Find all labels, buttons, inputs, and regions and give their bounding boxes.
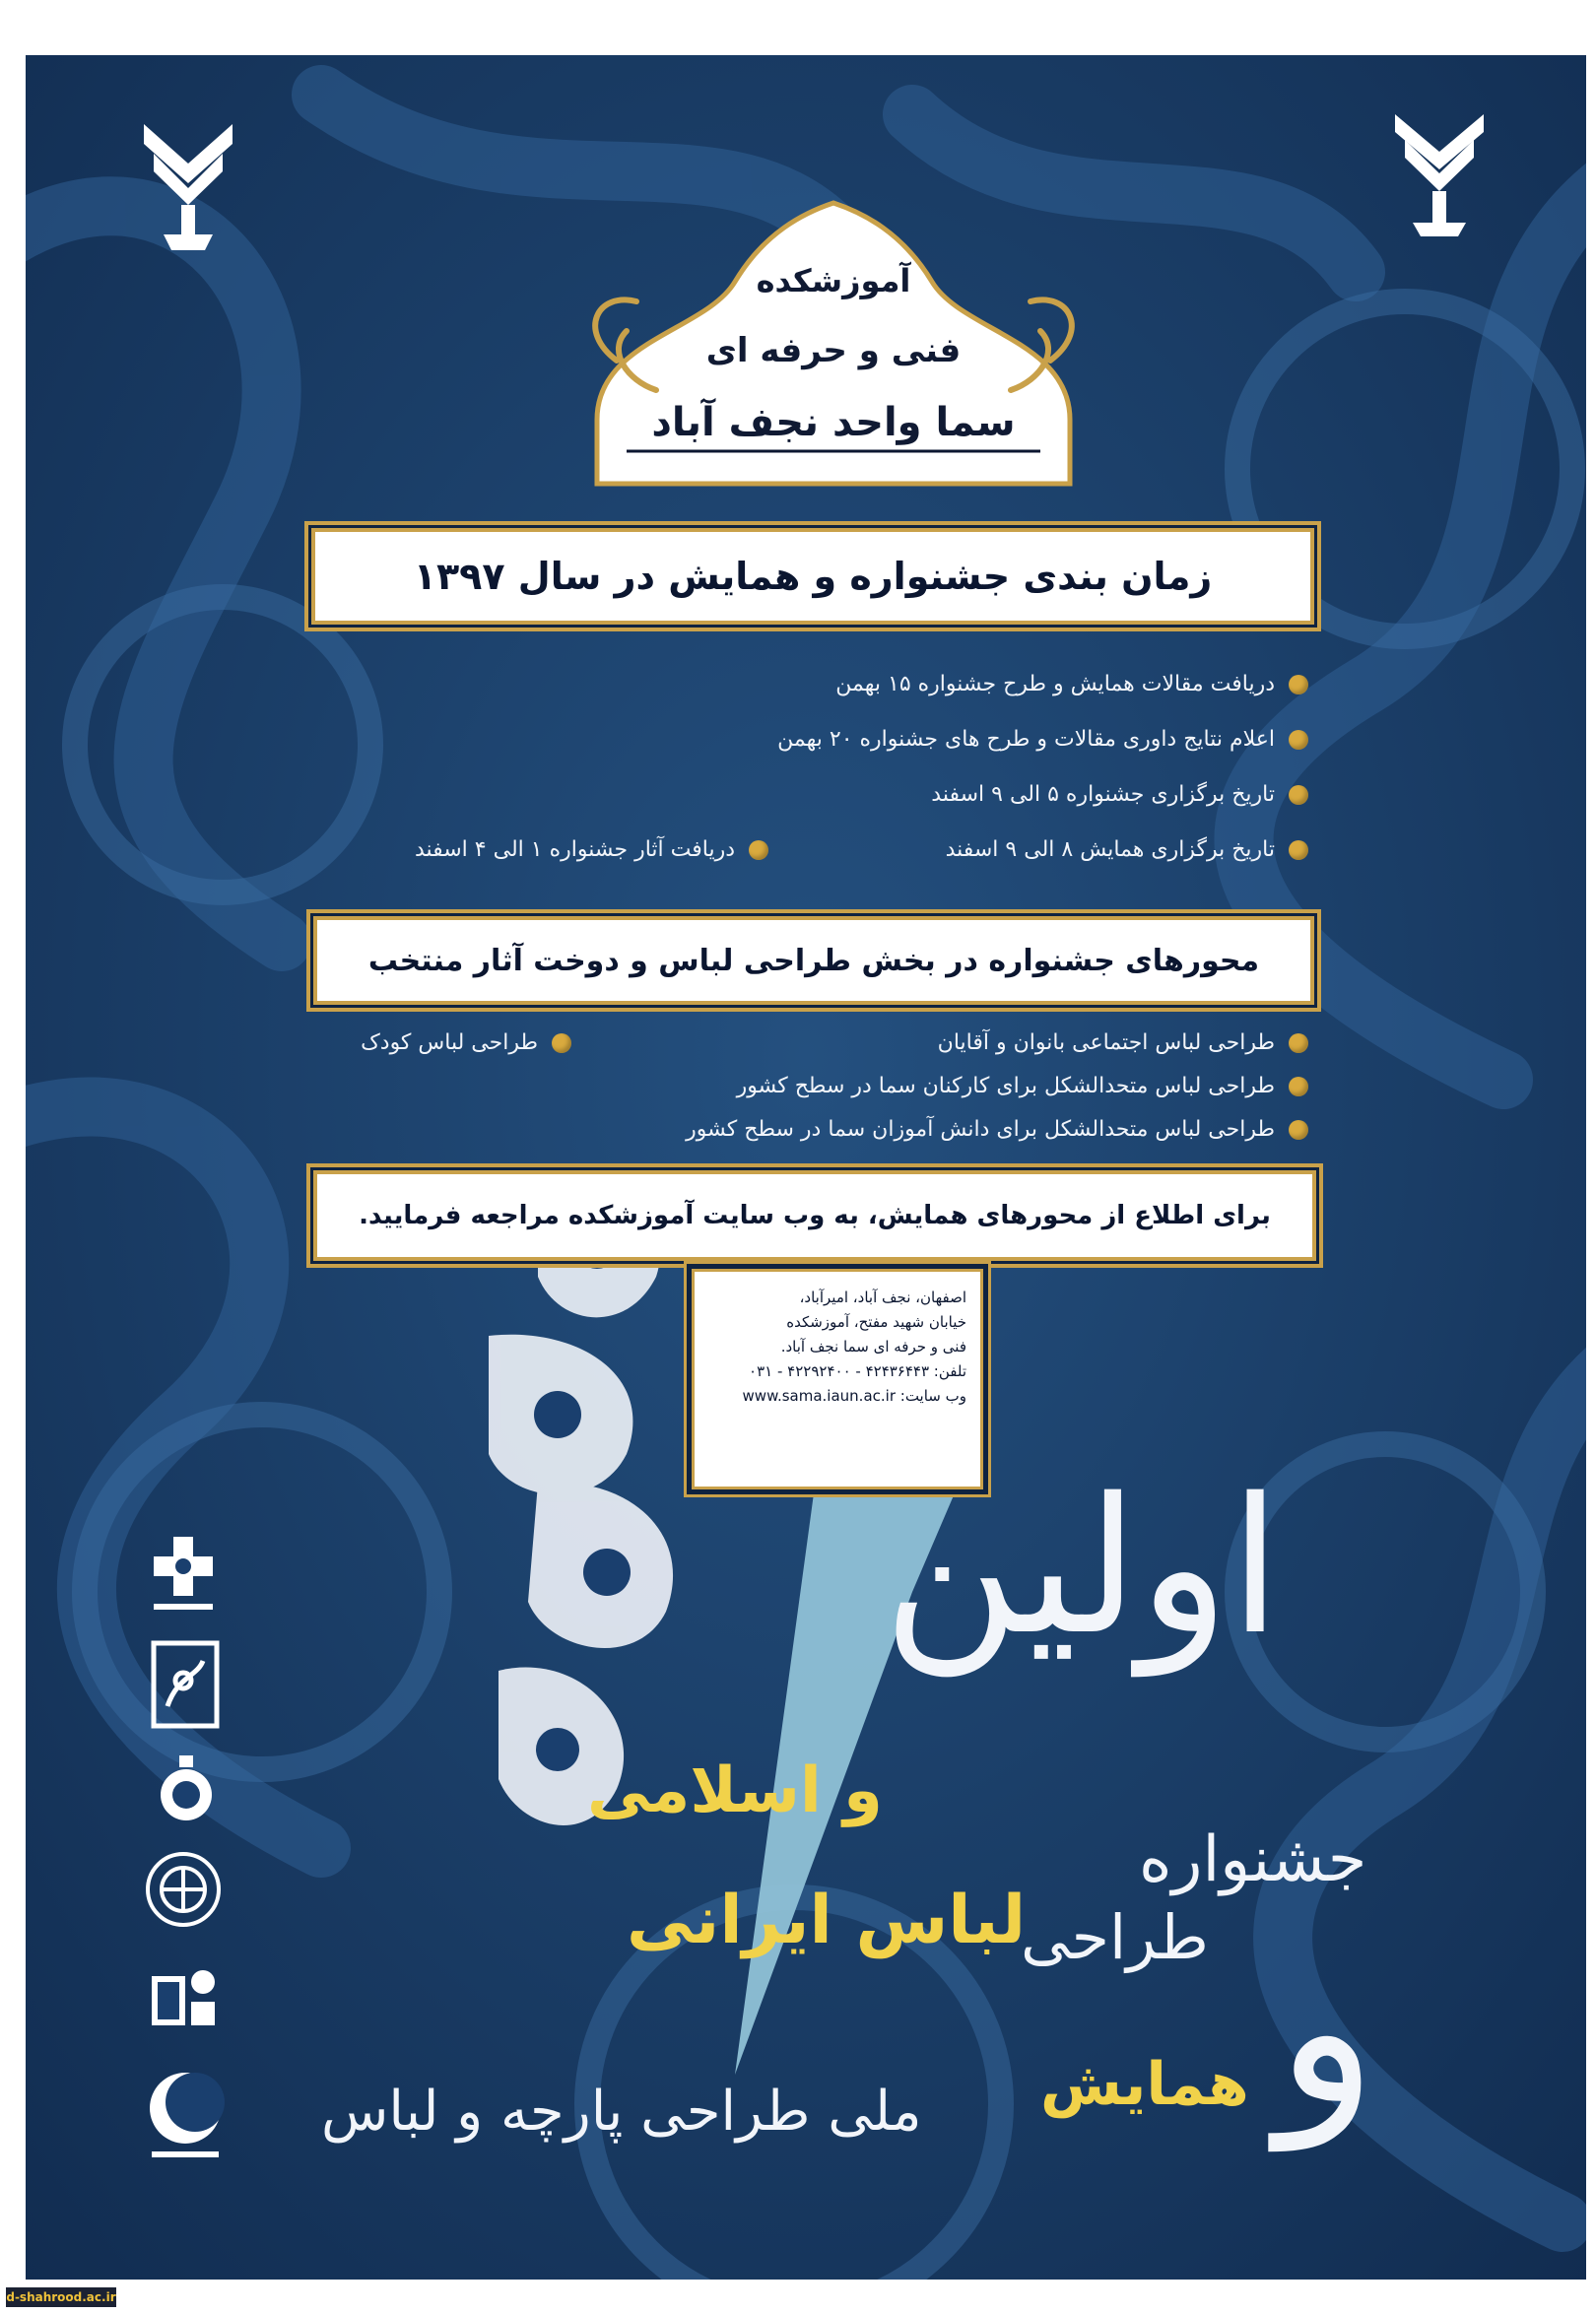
schedule-item-5: دریافت آثار جشنواره ۱ الی ۴ اسفند xyxy=(415,837,768,862)
title-first: اولین xyxy=(883,1458,1282,1676)
contact-line2: خیابان شهید مفتح، آموزشکده xyxy=(786,1313,966,1331)
header-line2: فنی و حرفه ای xyxy=(705,331,962,370)
title-va: و xyxy=(1277,1909,1377,2150)
azad-university-logo-left xyxy=(134,114,242,262)
schedule-item-4: تاریخ برگزاری همایش ۸ الی ۹ اسفند xyxy=(946,837,1308,862)
schedule-item-2: اعلام نتایج داوری مقالات و طرح های جشنواره ۲۰ بهمن xyxy=(777,727,1308,752)
bullet-icon xyxy=(552,1033,571,1053)
schedule-title: زمان بندی جشنواره و همایش در سال ۱۳۹۷ xyxy=(311,528,1314,625)
bullet-icon xyxy=(1289,840,1308,860)
bullet-icon xyxy=(1289,1077,1308,1096)
title-festival: جشنواره xyxy=(1139,1823,1367,1896)
header-line3: سما واحد نجف آباد xyxy=(651,400,1016,445)
contact-box xyxy=(692,1269,983,1489)
website-notice: برای اطلاع از محورهای همایش، به وب سایت آموزشکده مراجعه فرمایید. xyxy=(313,1170,1316,1261)
theme-item-1: طراحی لباس اجتماعی بانوان و آقایان xyxy=(938,1030,1308,1055)
bullet-icon xyxy=(1289,675,1308,694)
bullet-icon xyxy=(1289,1120,1308,1140)
sponsor-logo-3 xyxy=(152,1752,221,1826)
title-iranian-clothing: لباس ایرانی xyxy=(627,1882,1027,1959)
azad-university-logo-right xyxy=(1385,104,1494,242)
title-national-design: ملی طراحی پارچه و لباس xyxy=(321,2080,922,2144)
theme-item-3: طراحی لباس متحدالشکل برای کارکنان سما در سطح کشور xyxy=(737,1074,1308,1098)
themes-title: محورهای جشنواره در بخش طراحی لباس و دوخت آثار منتخب xyxy=(313,916,1314,1005)
contact-line3: فنی و حرفه ای سما نجف آباد. xyxy=(780,1338,966,1355)
sponsor-logo-1 xyxy=(144,1533,223,1621)
bullet-icon xyxy=(1289,1033,1308,1053)
title-design: طراحی xyxy=(1021,1901,1209,1973)
sponsor-logo-2 xyxy=(148,1637,223,1732)
sponsor-logo-5 xyxy=(146,1958,225,2047)
theme-item-2: طراحی لباس کودک xyxy=(361,1030,571,1055)
sponsor-logo-4 xyxy=(142,1848,225,1931)
institute-header xyxy=(538,193,1129,489)
schedule-item-3: تاریخ برگزاری جشنواره ۵ الی ۹ اسفند xyxy=(931,782,1308,807)
title-conference: همایش xyxy=(1040,2050,1249,2119)
contact-line1: اصفهان، نجف آباد، امیرآباد، xyxy=(799,1289,966,1306)
contact-website: وب سایت: www.sama.iaun.ac.ir xyxy=(742,1387,966,1405)
bullet-icon xyxy=(1289,785,1308,805)
bullet-icon xyxy=(749,840,768,860)
schedule-item-1: دریافت مقالات همایش و طرح جشنواره ۱۵ بهمن xyxy=(835,672,1308,696)
bullet-icon xyxy=(1289,730,1308,750)
footer-website: d-shahrood.ac.ir xyxy=(6,2287,116,2307)
sponsor-logo-6 xyxy=(144,2067,227,2165)
contact-phone: تلفن: ۴۲۴۳۶۴۴۳ - ۴۲۲۹۲۴۰۰ - ۰۳۱ xyxy=(749,1362,966,1380)
title-and-islamic: و اسلامی xyxy=(587,1754,883,1827)
poster xyxy=(26,55,1586,2280)
header-line1: آموزشکده xyxy=(756,262,911,299)
theme-item-4: طراحی لباس متحدالشکل برای دانش آموزان سما در سطح کشور xyxy=(686,1117,1308,1142)
